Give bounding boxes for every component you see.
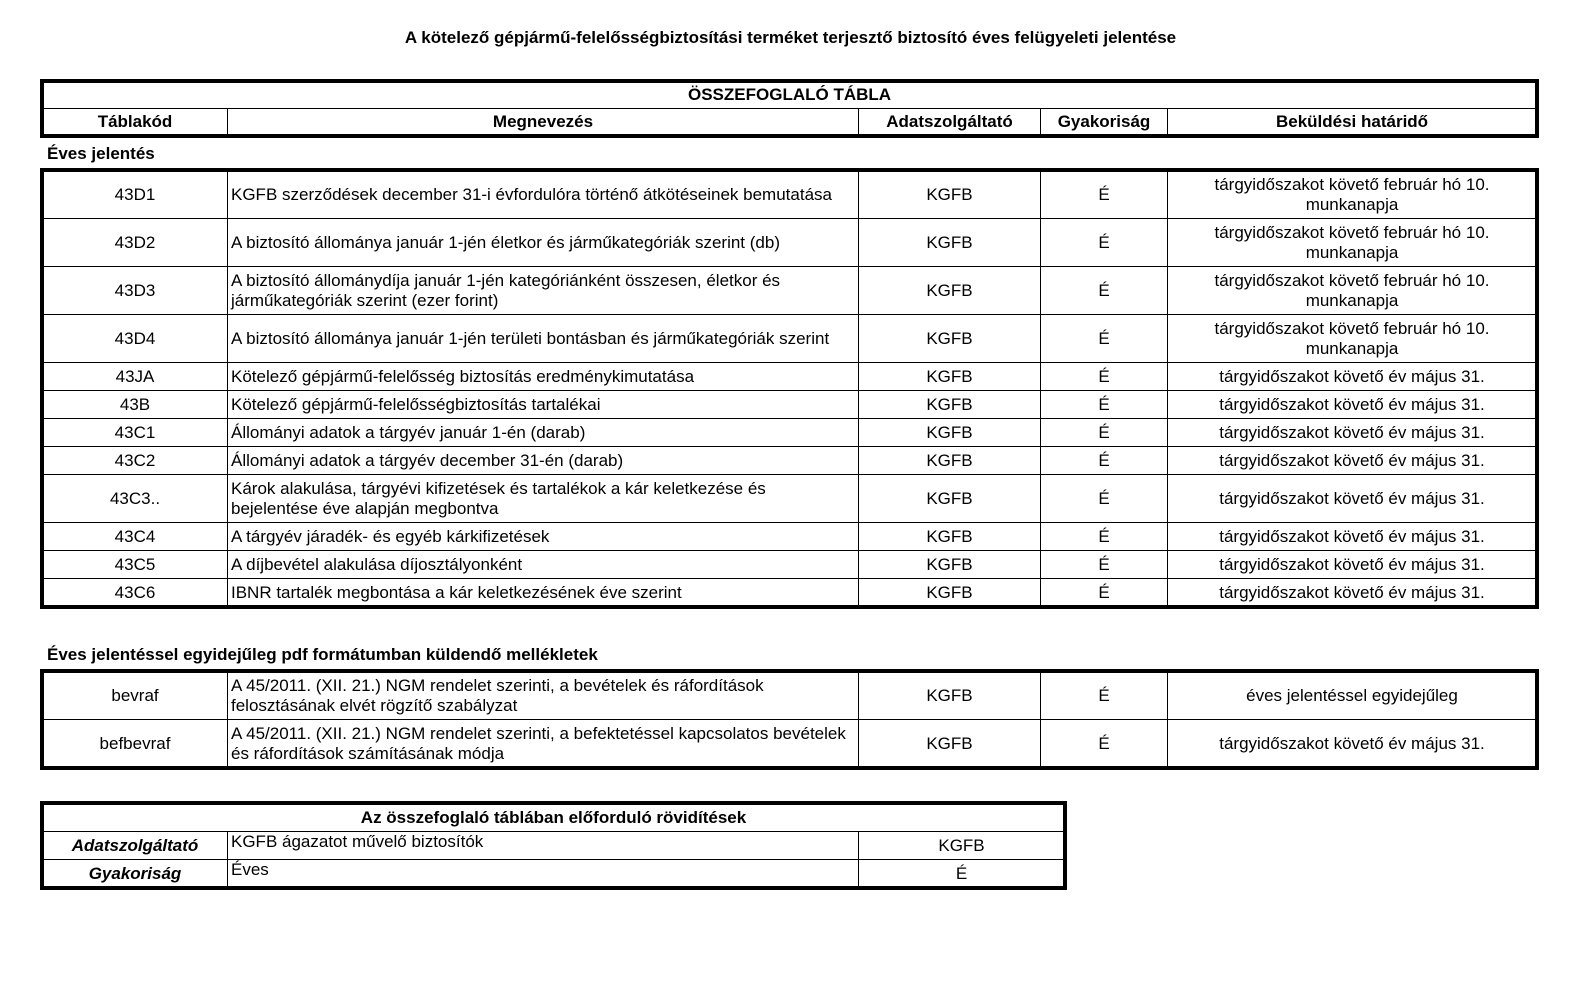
table-deadline: tárgyidőszakot követő február hó 10. munkanapja — [1168, 267, 1537, 315]
table-provider: KGFB — [859, 551, 1041, 579]
table-deadline: tárgyidőszakot követő február hó 10. munkanapja — [1168, 171, 1537, 219]
table-provider: KGFB — [859, 219, 1041, 267]
page-title: A kötelező gépjármű-felelősségbiztosítási terméket terjesztő biztosító éves felügyeleti jelentése — [404, 28, 1177, 47]
column-header-code: Táblakód — [43, 109, 228, 136]
table-deadline: tárgyidőszakot követő február hó 10. munkanapja — [1168, 315, 1537, 363]
table-name: A biztosító állománya január 1-jén területi bontásban és járműkategóriák szerint — [228, 315, 859, 363]
abbreviation-meaning: Éves — [228, 860, 859, 888]
column-header-provider: Adatszolgáltató — [859, 109, 1041, 136]
table-name: Állományi adatok a tárgyév január 1-én (darab) — [228, 419, 859, 447]
table-code: 43JA — [43, 363, 228, 391]
table-name: A tárgyév járadék- és egyéb kárkifizetések — [228, 523, 859, 551]
column-header-frequency: Gyakoriság — [1041, 109, 1168, 136]
table-deadline: tárgyidőszakot követő február hó 10. munkanapja — [1168, 219, 1537, 267]
table-row — [43, 391, 1537, 419]
table-row — [43, 579, 1537, 607]
table-code: 43C3.. — [43, 475, 228, 523]
table-frequency: É — [1041, 419, 1168, 447]
table-provider: KGFB — [859, 419, 1041, 447]
column-header-name: Megnevezés — [228, 109, 859, 136]
table-name: Károk alakulása, tárgyévi kifizetések és tartalékok a kár keletkezése és bejelentése éve alapján megbontva — [228, 475, 859, 523]
table-frequency: É — [1041, 315, 1168, 363]
table-code: 43C5 — [43, 551, 228, 579]
table-code: 43D2 — [43, 219, 228, 267]
table-code: befbevraf — [43, 720, 228, 768]
table-row — [43, 672, 1537, 720]
table-deadline: tárgyidőszakot követő év május 31. — [1168, 475, 1537, 523]
table-provider: KGFB — [859, 447, 1041, 475]
table-provider: KGFB — [859, 363, 1041, 391]
table-name: Állományi adatok a tárgyév december 31-én (darab) — [228, 447, 859, 475]
table-code: 43D4 — [43, 315, 228, 363]
table-name: Kötelező gépjármű-felelősség biztosítás eredménykimutatása — [228, 363, 859, 391]
table-code: 43C6 — [43, 579, 228, 607]
table-row — [43, 419, 1537, 447]
table-provider: KGFB — [859, 523, 1041, 551]
table-deadline: tárgyidőszakot követő év május 31. — [1168, 720, 1537, 768]
table-row — [43, 219, 1537, 267]
table-name: A 45/2011. (XII. 21.) NGM rendelet szerinti, a befektetéssel kapcsolatos bevételek és ráfordítások számításának módja — [228, 720, 859, 768]
abbreviation-meaning: KGFB ágazatot művelő biztosítók — [228, 832, 859, 860]
table-row — [43, 363, 1537, 391]
table-name: IBNR tartalék megbontása a kár keletkezésének éve szerint — [228, 579, 859, 607]
table-provider: KGFB — [859, 267, 1041, 315]
table-code: 43D3 — [43, 267, 228, 315]
table-provider: KGFB — [859, 579, 1041, 607]
abbreviation-code: É — [859, 860, 1065, 888]
table-provider: KGFB — [859, 391, 1041, 419]
table-code: 43C1 — [43, 419, 228, 447]
table-row — [43, 475, 1537, 523]
table-row — [43, 315, 1537, 363]
table-frequency: É — [1041, 475, 1168, 523]
table-row — [43, 171, 1537, 219]
abbreviation-term: Gyakoriság — [43, 860, 228, 888]
table-frequency: É — [1041, 672, 1168, 720]
table-deadline: tárgyidőszakot követő év május 31. — [1168, 551, 1537, 579]
attachments-table — [42, 671, 1537, 768]
table-provider: KGFB — [859, 720, 1041, 768]
table-frequency: É — [1041, 447, 1168, 475]
annual-section-label: Éves jelentés — [47, 144, 155, 163]
table-frequency: É — [1041, 720, 1168, 768]
summary-heading: ÖSSZEFOGLALÓ TÁBLA — [43, 82, 1537, 109]
table-row — [43, 267, 1537, 315]
summary-header-table — [42, 81, 1537, 136]
table-name: A biztosító állománya január 1-jén életkor és járműkategóriák szerint (db) — [228, 219, 859, 267]
table-deadline: tárgyidőszakot követő év május 31. — [1168, 419, 1537, 447]
table-provider: KGFB — [859, 315, 1041, 363]
table-code: 43D1 — [43, 171, 228, 219]
table-provider: KGFB — [859, 171, 1041, 219]
abbreviation-code: KGFB — [859, 832, 1065, 860]
table-row — [43, 447, 1537, 475]
table-code: 43C4 — [43, 523, 228, 551]
table-row — [43, 523, 1537, 551]
table-name: A díjbevétel alakulása díjosztályonként — [228, 551, 859, 579]
abbreviation-term: Adatszolgáltató — [43, 832, 228, 860]
attachments-section-label: Éves jelentéssel egyidejűleg pdf formátumban küldendő mellékletek — [47, 645, 598, 664]
table-row — [43, 551, 1537, 579]
table-deadline: tárgyidőszakot követő év május 31. — [1168, 391, 1537, 419]
abbreviations-table — [42, 803, 1065, 888]
table-code: bevraf — [43, 672, 228, 720]
table-deadline: tárgyidőszakot követő év május 31. — [1168, 579, 1537, 607]
table-provider: KGFB — [859, 475, 1041, 523]
table-frequency: É — [1041, 171, 1168, 219]
table-frequency: É — [1041, 267, 1168, 315]
table-deadline: tárgyidőszakot követő év május 31. — [1168, 523, 1537, 551]
table-name: A 45/2011. (XII. 21.) NGM rendelet szerinti, a bevételek és ráfordítások felosztásának elvét rögzítő szabályzat — [228, 672, 859, 720]
column-header-deadline: Beküldési határidő — [1168, 109, 1537, 136]
table-frequency: É — [1041, 523, 1168, 551]
abbreviations-heading: Az összefoglaló táblában előforduló rövidítések — [43, 804, 1065, 832]
table-frequency: É — [1041, 363, 1168, 391]
table-frequency: É — [1041, 391, 1168, 419]
table-provider: KGFB — [859, 672, 1041, 720]
table-name: KGFB szerződések december 31-i évfordulóra történő átkötéseinek bemutatása — [228, 171, 859, 219]
table-deadline: tárgyidőszakot követő év május 31. — [1168, 363, 1537, 391]
table-name: A biztosító állománydíja január 1-jén kategóriánként összesen, életkor és járműkategóriák szerint (ezer forint) — [228, 267, 859, 315]
table-name: Kötelező gépjármű-felelősségbiztosítás tartalékai — [228, 391, 859, 419]
table-frequency: É — [1041, 219, 1168, 267]
table-deadline: éves jelentéssel egyidejűleg — [1168, 672, 1537, 720]
table-frequency: É — [1041, 551, 1168, 579]
annual-report-table — [42, 170, 1537, 607]
table-code: 43B — [43, 391, 228, 419]
table-code: 43C2 — [43, 447, 228, 475]
table-row — [43, 720, 1537, 768]
table-deadline: tárgyidőszakot követő év május 31. — [1168, 447, 1537, 475]
table-frequency: É — [1041, 579, 1168, 607]
